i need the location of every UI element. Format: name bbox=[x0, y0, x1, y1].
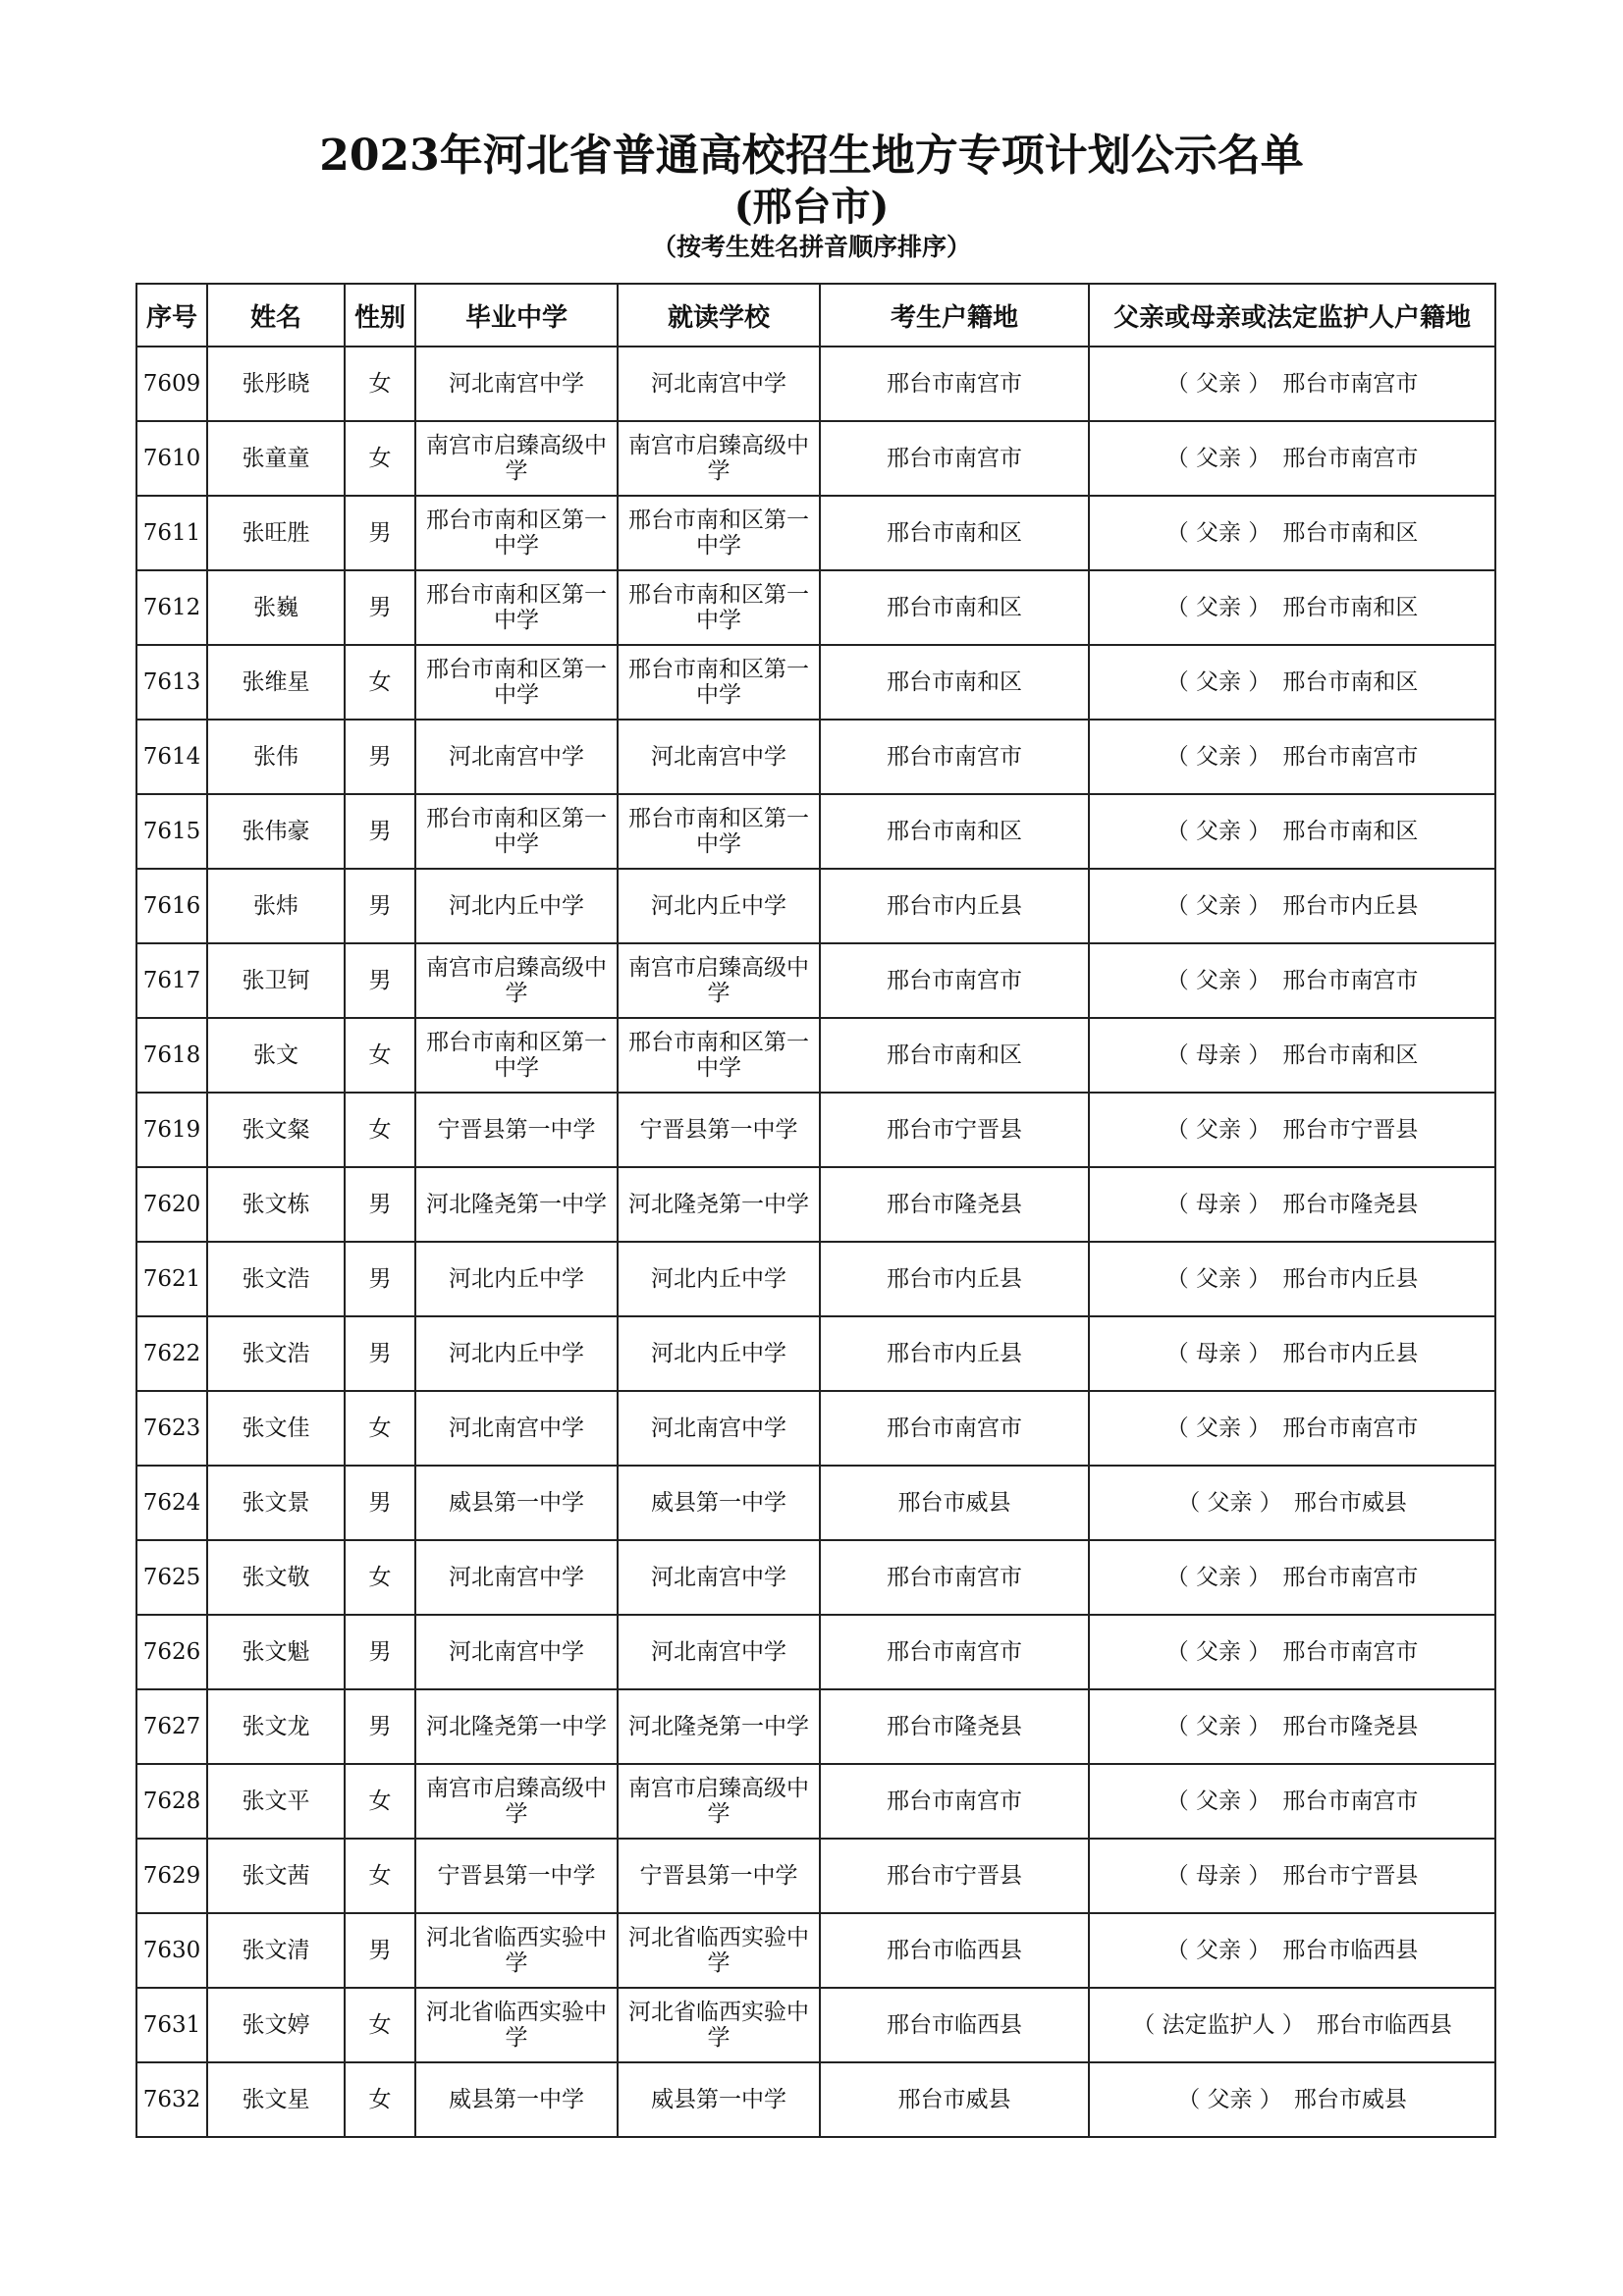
row-number: 7624 bbox=[136, 1466, 207, 1540]
row-current-school: 河北南宫中学 bbox=[618, 1391, 820, 1466]
row-gender: 男 bbox=[345, 1615, 415, 1689]
table-row bbox=[136, 1391, 1495, 1466]
guardian-relation: （ 父亲 ） bbox=[1165, 1639, 1271, 1665]
row-number: 7616 bbox=[136, 869, 207, 943]
guardian-hukou-place: 邢台市临西县 bbox=[1316, 2012, 1452, 2038]
row-gender: 男 bbox=[345, 794, 415, 869]
row-number: 7618 bbox=[136, 1018, 207, 1093]
row-name: 张巍 bbox=[207, 570, 345, 645]
row-number: 7629 bbox=[136, 1839, 207, 1913]
table-row bbox=[136, 1167, 1495, 1242]
row-name: 张文茜 bbox=[207, 1839, 345, 1913]
table-row bbox=[136, 496, 1495, 570]
row-guardian-hukou bbox=[1089, 1689, 1495, 1764]
row-current-school: 南宫市启臻高级中学 bbox=[618, 421, 820, 496]
row-current-school: 南宫市启臻高级中学 bbox=[618, 943, 820, 1018]
row-hukou: 邢台市南宫市 bbox=[820, 1615, 1089, 1689]
column-header-current-school: 就读学校 bbox=[618, 284, 820, 347]
row-current-school: 河北内丘中学 bbox=[618, 869, 820, 943]
guardian-relation: （ 母亲 ） bbox=[1165, 1042, 1271, 1068]
row-number: 7609 bbox=[136, 347, 207, 421]
guardian-hukou-place: 邢台市内丘县 bbox=[1282, 893, 1419, 919]
row-guardian-hukou bbox=[1089, 645, 1495, 720]
row-current-school: 邢台市南和区第一中学 bbox=[618, 570, 820, 645]
row-grad-school: 河北南宫中学 bbox=[415, 720, 618, 794]
row-name: 张彤晓 bbox=[207, 347, 345, 421]
row-hukou: 邢台市南宫市 bbox=[820, 421, 1089, 496]
row-grad-school: 宁晋县第一中学 bbox=[415, 1839, 618, 1913]
guardian-relation: （ 父亲 ） bbox=[1165, 1789, 1271, 1814]
row-current-school: 宁晋县第一中学 bbox=[618, 1839, 820, 1913]
row-number: 7622 bbox=[136, 1316, 207, 1391]
row-hukou: 邢台市威县 bbox=[820, 2062, 1089, 2137]
column-header-grad-school: 毕业中学 bbox=[415, 284, 618, 347]
row-guardian-hukou bbox=[1089, 1167, 1495, 1242]
guardian-hukou-place: 邢台市威县 bbox=[1293, 2087, 1407, 2112]
row-number: 7614 bbox=[136, 720, 207, 794]
row-guardian-hukou bbox=[1089, 347, 1495, 421]
table-row bbox=[136, 943, 1495, 1018]
row-grad-school: 宁晋县第一中学 bbox=[415, 1093, 618, 1167]
row-gender: 男 bbox=[345, 1316, 415, 1391]
row-grad-school: 邢台市南和区第一中学 bbox=[415, 645, 618, 720]
row-gender: 女 bbox=[345, 645, 415, 720]
row-guardian-hukou bbox=[1089, 1540, 1495, 1615]
row-gender: 女 bbox=[345, 2062, 415, 2137]
row-hukou: 邢台市威县 bbox=[820, 1466, 1089, 1540]
row-current-school: 河北南宫中学 bbox=[618, 347, 820, 421]
row-hukou: 邢台市内丘县 bbox=[820, 1316, 1089, 1391]
guardian-relation: （ 父亲 ） bbox=[1165, 1117, 1271, 1143]
guardian-hukou-place: 邢台市内丘县 bbox=[1282, 1266, 1419, 1292]
row-guardian-hukou bbox=[1089, 720, 1495, 794]
guardian-relation: （ 父亲 ） bbox=[1165, 446, 1271, 471]
column-header-name: 姓名 bbox=[207, 284, 345, 347]
row-number: 7620 bbox=[136, 1167, 207, 1242]
row-grad-school: 南宫市启臻高级中学 bbox=[415, 943, 618, 1018]
table-row bbox=[136, 421, 1495, 496]
row-name: 张文平 bbox=[207, 1764, 345, 1839]
row-current-school: 宁晋县第一中学 bbox=[618, 1093, 820, 1167]
guardian-relation: （ 父亲 ） bbox=[1165, 1938, 1271, 1963]
row-current-school: 邢台市南和区第一中学 bbox=[618, 645, 820, 720]
row-current-school: 威县第一中学 bbox=[618, 1466, 820, 1540]
row-grad-school: 威县第一中学 bbox=[415, 2062, 618, 2137]
row-name: 张文星 bbox=[207, 2062, 345, 2137]
row-number: 7621 bbox=[136, 1242, 207, 1316]
guardian-hukou-place: 邢台市南宫市 bbox=[1282, 968, 1419, 993]
row-grad-school: 河北南宫中学 bbox=[415, 347, 618, 421]
row-hukou: 邢台市内丘县 bbox=[820, 869, 1089, 943]
row-guardian-hukou bbox=[1089, 869, 1495, 943]
row-number: 7627 bbox=[136, 1689, 207, 1764]
row-gender: 男 bbox=[345, 869, 415, 943]
row-hukou: 邢台市南宫市 bbox=[820, 943, 1089, 1018]
row-number: 7612 bbox=[136, 570, 207, 645]
table-row bbox=[136, 794, 1495, 869]
row-grad-school: 河北内丘中学 bbox=[415, 1316, 618, 1391]
row-hukou: 邢台市南和区 bbox=[820, 496, 1089, 570]
row-grad-school: 河北内丘中学 bbox=[415, 1242, 618, 1316]
column-header-gender: 性别 bbox=[345, 284, 415, 347]
table-row bbox=[136, 1242, 1495, 1316]
table-row bbox=[136, 720, 1495, 794]
row-guardian-hukou bbox=[1089, 1093, 1495, 1167]
guardian-hukou-place: 邢台市南和区 bbox=[1282, 595, 1419, 620]
row-hukou: 邢台市南宫市 bbox=[820, 347, 1089, 421]
guardian-relation: （ 父亲 ） bbox=[1177, 1490, 1282, 1516]
table-row bbox=[136, 1913, 1495, 1988]
row-number: 7628 bbox=[136, 1764, 207, 1839]
row-hukou: 邢台市南和区 bbox=[820, 794, 1089, 869]
row-number: 7610 bbox=[136, 421, 207, 496]
row-current-school: 河北南宫中学 bbox=[618, 1615, 820, 1689]
row-grad-school: 河北南宫中学 bbox=[415, 1615, 618, 1689]
row-name: 张文佳 bbox=[207, 1391, 345, 1466]
row-name: 张卫钶 bbox=[207, 943, 345, 1018]
row-guardian-hukou bbox=[1089, 1615, 1495, 1689]
table-row bbox=[136, 1689, 1495, 1764]
guardian-hukou-place: 邢台市宁晋县 bbox=[1282, 1863, 1419, 1889]
guardian-relation: （ 父亲 ） bbox=[1165, 819, 1271, 844]
row-name: 张文魁 bbox=[207, 1615, 345, 1689]
row-number: 7625 bbox=[136, 1540, 207, 1615]
row-gender: 女 bbox=[345, 1391, 415, 1466]
row-name: 张文浩 bbox=[207, 1242, 345, 1316]
row-name: 张文栋 bbox=[207, 1167, 345, 1242]
row-gender: 女 bbox=[345, 1540, 415, 1615]
guardian-hukou-place: 邢台市南宫市 bbox=[1282, 744, 1419, 770]
row-hukou: 邢台市南和区 bbox=[820, 1018, 1089, 1093]
row-gender: 女 bbox=[345, 1093, 415, 1167]
table-row bbox=[136, 2062, 1495, 2137]
row-grad-school: 河北省临西实验中学 bbox=[415, 1913, 618, 1988]
row-grad-school: 南宫市启臻高级中学 bbox=[415, 421, 618, 496]
row-grad-school: 南宫市启臻高级中学 bbox=[415, 1764, 618, 1839]
row-hukou: 邢台市内丘县 bbox=[820, 1242, 1089, 1316]
guardian-hukou-place: 邢台市南宫市 bbox=[1282, 1415, 1419, 1441]
guardian-hukou-place: 邢台市南宫市 bbox=[1282, 371, 1419, 397]
row-name: 张文粲 bbox=[207, 1093, 345, 1167]
row-grad-school: 邢台市南和区第一中学 bbox=[415, 496, 618, 570]
row-hukou: 邢台市临西县 bbox=[820, 1988, 1089, 2062]
row-name: 张文 bbox=[207, 1018, 345, 1093]
row-current-school: 南宫市启臻高级中学 bbox=[618, 1764, 820, 1839]
row-current-school: 威县第一中学 bbox=[618, 2062, 820, 2137]
row-grad-school: 河北隆尧第一中学 bbox=[415, 1167, 618, 1242]
guardian-hukou-place: 邢台市内丘县 bbox=[1282, 1341, 1419, 1366]
guardian-hukou-place: 邢台市南宫市 bbox=[1282, 1639, 1419, 1665]
column-header-hukou: 考生户籍地 bbox=[820, 284, 1089, 347]
table-row bbox=[136, 1839, 1495, 1913]
row-number: 7619 bbox=[136, 1093, 207, 1167]
table-row bbox=[136, 570, 1495, 645]
guardian-relation: （ 父亲 ） bbox=[1165, 1266, 1271, 1292]
row-grad-school: 河北南宫中学 bbox=[415, 1540, 618, 1615]
row-current-school: 河北南宫中学 bbox=[618, 1540, 820, 1615]
guardian-relation: （ 父亲 ） bbox=[1165, 968, 1271, 993]
guardian-relation: （ 父亲 ） bbox=[1165, 1415, 1271, 1441]
row-name: 张炜 bbox=[207, 869, 345, 943]
guardian-hukou-place: 邢台市南和区 bbox=[1282, 1042, 1419, 1068]
row-hukou: 邢台市南宫市 bbox=[820, 1391, 1089, 1466]
row-number: 7615 bbox=[136, 794, 207, 869]
table-row bbox=[136, 869, 1495, 943]
row-hukou: 邢台市宁晋县 bbox=[820, 1093, 1089, 1167]
document-title: 2023年河北省普通高校招生地方专项计划公示名单 bbox=[319, 131, 1304, 181]
guardian-hukou-place: 邢台市南和区 bbox=[1282, 669, 1419, 695]
row-name: 张伟豪 bbox=[207, 794, 345, 869]
row-hukou: 邢台市隆尧县 bbox=[820, 1689, 1089, 1764]
column-header-guardian-hukou: 父亲或母亲或法定监护人户籍地 bbox=[1089, 284, 1495, 347]
table-row bbox=[136, 1764, 1495, 1839]
row-current-school: 河北内丘中学 bbox=[618, 1242, 820, 1316]
row-current-school: 河北省临西实验中学 bbox=[618, 1913, 820, 1988]
row-number: 7611 bbox=[136, 496, 207, 570]
row-guardian-hukou bbox=[1089, 1316, 1495, 1391]
row-gender: 男 bbox=[345, 570, 415, 645]
guardian-relation: （ 父亲 ） bbox=[1165, 595, 1271, 620]
row-number: 7617 bbox=[136, 943, 207, 1018]
row-grad-school: 邢台市南和区第一中学 bbox=[415, 1018, 618, 1093]
row-guardian-hukou bbox=[1089, 943, 1495, 1018]
row-hukou: 邢台市宁晋县 bbox=[820, 1839, 1089, 1913]
row-current-school: 邢台市南和区第一中学 bbox=[618, 794, 820, 869]
row-gender: 女 bbox=[345, 1764, 415, 1839]
row-gender: 女 bbox=[345, 421, 415, 496]
guardian-hukou-place: 邢台市隆尧县 bbox=[1282, 1714, 1419, 1739]
row-gender: 男 bbox=[345, 1913, 415, 1988]
row-guardian-hukou bbox=[1089, 1242, 1495, 1316]
row-guardian-hukou bbox=[1089, 1913, 1495, 1988]
row-hukou: 邢台市南宫市 bbox=[820, 720, 1089, 794]
table-row bbox=[136, 347, 1495, 421]
table-row bbox=[136, 1466, 1495, 1540]
sort-note: （按考生姓名拼音顺序排序） bbox=[651, 233, 971, 261]
row-gender: 男 bbox=[345, 1466, 415, 1540]
candidate-table bbox=[135, 283, 1496, 2138]
row-number: 7631 bbox=[136, 1988, 207, 2062]
guardian-relation: （ 母亲 ） bbox=[1165, 1863, 1271, 1889]
guardian-hukou-place: 邢台市南宫市 bbox=[1282, 446, 1419, 471]
row-gender: 男 bbox=[345, 496, 415, 570]
row-gender: 女 bbox=[345, 347, 415, 421]
row-gender: 女 bbox=[345, 1018, 415, 1093]
row-guardian-hukou bbox=[1089, 570, 1495, 645]
row-guardian-hukou bbox=[1089, 1391, 1495, 1466]
table-row bbox=[136, 645, 1495, 720]
row-number: 7623 bbox=[136, 1391, 207, 1466]
row-name: 张旺胜 bbox=[207, 496, 345, 570]
guardian-relation: （ 父亲 ） bbox=[1165, 520, 1271, 546]
row-gender: 男 bbox=[345, 1689, 415, 1764]
row-name: 张伟 bbox=[207, 720, 345, 794]
guardian-relation: （ 法定监护人 ） bbox=[1132, 2012, 1305, 2038]
row-name: 张维星 bbox=[207, 645, 345, 720]
row-current-school: 邢台市南和区第一中学 bbox=[618, 1018, 820, 1093]
guardian-relation: （ 父亲 ） bbox=[1165, 1565, 1271, 1590]
table-row bbox=[136, 1093, 1495, 1167]
table-body bbox=[136, 347, 1495, 2137]
row-grad-school: 河北省临西实验中学 bbox=[415, 1988, 618, 2062]
row-number: 7630 bbox=[136, 1913, 207, 1988]
row-gender: 男 bbox=[345, 1242, 415, 1316]
row-number: 7632 bbox=[136, 2062, 207, 2137]
row-hukou: 邢台市临西县 bbox=[820, 1913, 1089, 1988]
row-guardian-hukou bbox=[1089, 1764, 1495, 1839]
table-row bbox=[136, 1316, 1495, 1391]
row-hukou: 邢台市南宫市 bbox=[820, 1764, 1089, 1839]
guardian-relation: （ 父亲 ） bbox=[1165, 1714, 1271, 1739]
table-row bbox=[136, 1540, 1495, 1615]
table-row bbox=[136, 1988, 1495, 2062]
row-gender: 男 bbox=[345, 720, 415, 794]
guardian-relation: （ 父亲 ） bbox=[1165, 371, 1271, 397]
guardian-hukou-place: 邢台市宁晋县 bbox=[1282, 1117, 1419, 1143]
guardian-relation: （ 父亲 ） bbox=[1165, 669, 1271, 695]
row-name: 张童童 bbox=[207, 421, 345, 496]
row-guardian-hukou bbox=[1089, 1988, 1495, 2062]
table-row bbox=[136, 1615, 1495, 1689]
row-guardian-hukou bbox=[1089, 421, 1495, 496]
row-number: 7613 bbox=[136, 645, 207, 720]
row-gender: 男 bbox=[345, 1167, 415, 1242]
guardian-hukou-place: 邢台市南宫市 bbox=[1282, 1789, 1419, 1814]
guardian-hukou-place: 邢台市南宫市 bbox=[1282, 1565, 1419, 1590]
document-city: (邢台市) bbox=[733, 184, 890, 230]
guardian-hukou-place: 邢台市南和区 bbox=[1282, 520, 1419, 546]
row-grad-school: 河北南宫中学 bbox=[415, 1391, 618, 1466]
row-grad-school: 河北内丘中学 bbox=[415, 869, 618, 943]
row-grad-school: 邢台市南和区第一中学 bbox=[415, 570, 618, 645]
row-guardian-hukou bbox=[1089, 1466, 1495, 1540]
table-header-row bbox=[136, 284, 1495, 347]
row-name: 张文清 bbox=[207, 1913, 345, 1988]
row-current-school: 河北隆尧第一中学 bbox=[618, 1689, 820, 1764]
column-header-number: 序号 bbox=[136, 284, 207, 347]
guardian-relation: （ 母亲 ） bbox=[1165, 1192, 1271, 1217]
row-gender: 女 bbox=[345, 1988, 415, 2062]
row-gender: 女 bbox=[345, 1839, 415, 1913]
row-guardian-hukou bbox=[1089, 1839, 1495, 1913]
row-current-school: 河北省临西实验中学 bbox=[618, 1988, 820, 2062]
guardian-relation: （ 母亲 ） bbox=[1165, 1341, 1271, 1366]
row-name: 张文浩 bbox=[207, 1316, 345, 1391]
row-name: 张文婷 bbox=[207, 1988, 345, 2062]
row-current-school: 邢台市南和区第一中学 bbox=[618, 496, 820, 570]
guardian-relation: （ 父亲 ） bbox=[1165, 744, 1271, 770]
row-hukou: 邢台市南和区 bbox=[820, 570, 1089, 645]
row-current-school: 河北隆尧第一中学 bbox=[618, 1167, 820, 1242]
row-grad-school: 威县第一中学 bbox=[415, 1466, 618, 1540]
row-name: 张文景 bbox=[207, 1466, 345, 1540]
row-number: 7626 bbox=[136, 1615, 207, 1689]
guardian-hukou-place: 邢台市威县 bbox=[1293, 1490, 1407, 1516]
guardian-hukou-place: 邢台市南和区 bbox=[1282, 819, 1419, 844]
row-guardian-hukou bbox=[1089, 1018, 1495, 1093]
guardian-relation: （ 父亲 ） bbox=[1165, 893, 1271, 919]
table-row bbox=[136, 1018, 1495, 1093]
row-grad-school: 邢台市南和区第一中学 bbox=[415, 794, 618, 869]
row-guardian-hukou bbox=[1089, 496, 1495, 570]
guardian-hukou-place: 邢台市隆尧县 bbox=[1282, 1192, 1419, 1217]
row-hukou: 邢台市南和区 bbox=[820, 645, 1089, 720]
row-guardian-hukou bbox=[1089, 794, 1495, 869]
row-gender: 男 bbox=[345, 943, 415, 1018]
row-name: 张文敬 bbox=[207, 1540, 345, 1615]
row-current-school: 河北内丘中学 bbox=[618, 1316, 820, 1391]
row-hukou: 邢台市南宫市 bbox=[820, 1540, 1089, 1615]
row-hukou: 邢台市隆尧县 bbox=[820, 1167, 1089, 1242]
guardian-relation: （ 父亲 ） bbox=[1177, 2087, 1282, 2112]
row-guardian-hukou bbox=[1089, 2062, 1495, 2137]
row-name: 张文龙 bbox=[207, 1689, 345, 1764]
row-current-school: 河北南宫中学 bbox=[618, 720, 820, 794]
row-grad-school: 河北隆尧第一中学 bbox=[415, 1689, 618, 1764]
guardian-hukou-place: 邢台市临西县 bbox=[1282, 1938, 1419, 1963]
